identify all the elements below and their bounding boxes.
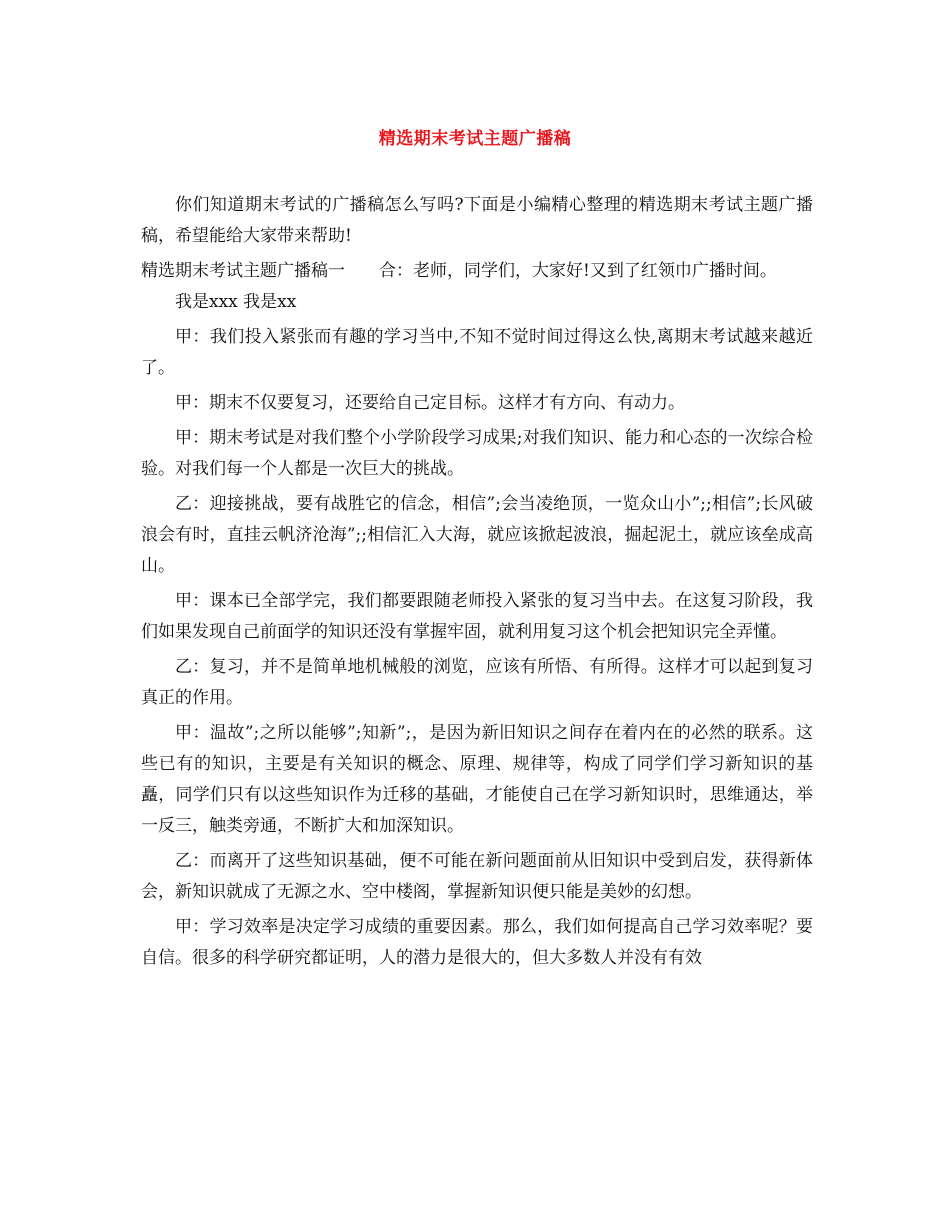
paragraph: 甲：期末不仅要复习，还要给自己定目标。这样才有方向、有动力。 (175, 393, 685, 413)
document-title: 精选期末考试主题广播稿 (378, 129, 572, 149)
paragraph-intro: 你们知道期末考试的广播稿怎么写吗?下面是小编精心整理的精选期末考试主题广播稿，希望能给大家带来帮助! (141, 195, 813, 246)
paragraph: 甲：课本已全部学完，我们都要跟随老师投入紧张的复习当中去。在这复习阶段，我们如果发现自己前面学的知识还没有掌握牢固，就利用复习这个机会把知识完全弄懂。 (141, 591, 813, 642)
paragraph: 甲：温故”;之所以能够”;知新”;，是因为新旧知识之间存在着内在的必然的联系。这些已有的知识，主要是有关知识的概念、原理、规律等，构成了同学们学习新知识的基矗，同学们只有以这些知识作为迁移的基础，才能使自己在学习新知识时，思维通达，举一反三，触类旁通，不断扩大和加深知识。 (141, 723, 813, 836)
paragraph: 甲：学习效率是决定学习成绩的重要因素。那么，我们如何提高自己学习效率呢？要自信。很多的科学研究都证明，人的潜力是很大的，但大多数人并没有有效 (141, 917, 813, 968)
paragraph-heading-line: 精选期末考试主题广播稿一 合：老师，同学们，大家好!又到了红领巾广播时间。 (141, 261, 777, 281)
paragraph: 甲：我们投入紧张而有趣的学习当中,不知不觉时间过得这么快,离期末考试越来越近了。 (141, 327, 813, 378)
document-body (141, 190, 813, 978)
paragraph: 乙：而离开了这些知识基础，便不可能在新问题面前从旧知识中受到启发，获得新体会，新知识就成了无源之水、空中楼阁，掌握新知识便只能是美妙的幻想。 (141, 851, 813, 902)
paragraph: 乙：迎接挑战，要有战胜它的信念，相信”;会当凌绝顶，一览众山小”;;相信”;长风破浪会有时，直挂云帆济沧海”;;相信汇入大海，就应该掀起波浪，掘起泥土，就应该垒成高山。 (141, 494, 813, 576)
paragraph: 乙：复习，并不是简单地机械般的浏览，应该有所悟、有所得。这样才可以起到复习真正的作用。 (141, 657, 813, 708)
paragraph: 甲：期末考试是对我们整个小学阶段学习成果;对我们知识、能力和心态的一次综合检验。对我们每一个人都是一次巨大的挑战。 (141, 428, 813, 479)
paragraph-speakers: 我是xxx 我是xx (175, 292, 297, 312)
